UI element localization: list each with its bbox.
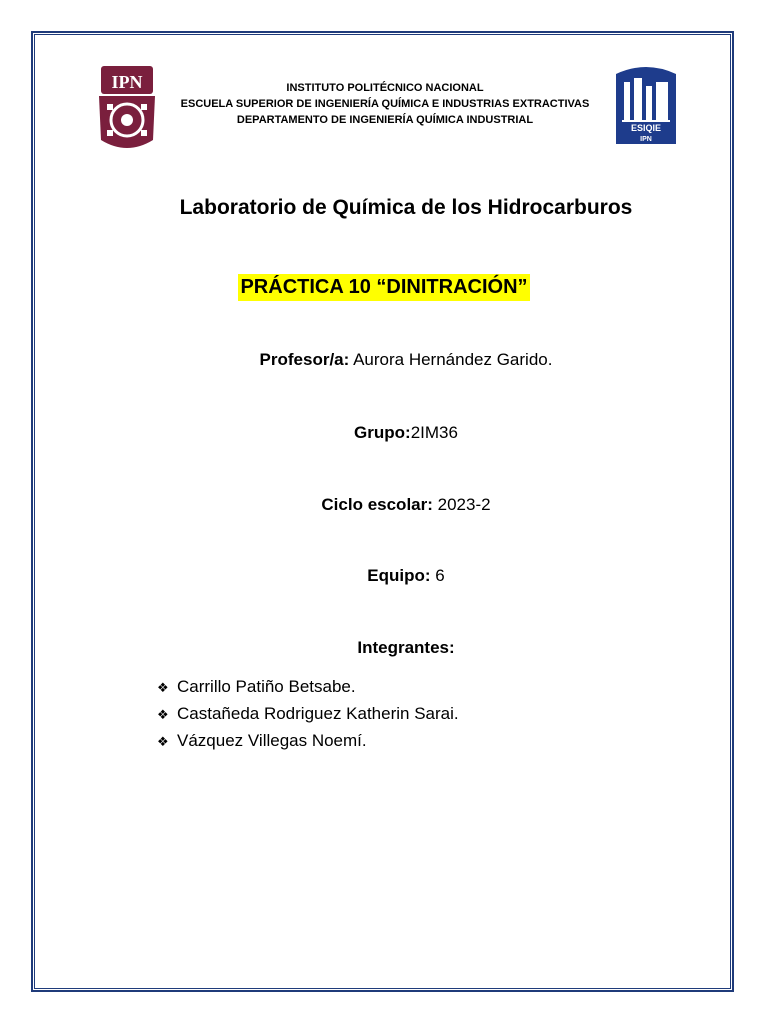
professor-label: Profesor/a: <box>259 350 350 369</box>
bullet-icon: ❖ <box>157 735 169 750</box>
lab-title: Laboratorio de Química de los Hidrocarburos <box>179 196 633 219</box>
practice-title: PRÁCTICA 10 “DINITRACIÓN” <box>238 274 529 301</box>
cycle-label: Ciclo escolar: <box>321 495 433 514</box>
member-name: Castañeda Rodriguez Katherin Sarai. <box>177 704 459 723</box>
ipn-logo <box>95 64 159 154</box>
school-name: ESCUELA SUPERIOR DE INGENIERÍA QUÍMICA E INDUSTRIAS EXTRACTIVAS <box>180 98 590 110</box>
list-item <box>157 728 459 755</box>
members-heading: Integrantes: <box>357 638 455 657</box>
member-name: Carrillo Patiño Betsabe. <box>177 677 356 696</box>
team-label: Equipo: <box>367 566 431 585</box>
institution-header <box>160 80 610 128</box>
cycle-line <box>0 495 768 515</box>
group-label: Grupo: <box>354 423 411 442</box>
group-line <box>0 423 768 443</box>
professor-value: Aurora Hernández Garido. <box>349 350 553 369</box>
ipn-logo-text: IPN <box>111 72 143 92</box>
department-name: DEPARTAMENTO DE INGENIERÍA QUÍMICA INDUSTRIAL <box>236 114 534 126</box>
team-line <box>0 566 768 586</box>
professor-line <box>0 350 768 370</box>
list-item <box>157 674 459 701</box>
group-value: 2IM36 <box>410 423 458 442</box>
member-name: Vázquez Villegas Noemí. <box>177 731 367 750</box>
list-item <box>157 701 459 728</box>
practice-title-wrap <box>0 274 768 301</box>
members-heading-line <box>0 638 768 658</box>
esiqie-logo <box>612 64 680 146</box>
bullet-icon: ❖ <box>157 681 169 696</box>
members-list <box>157 674 459 755</box>
team-value: 6 <box>430 566 445 585</box>
bullet-icon: ❖ <box>157 708 169 723</box>
cycle-value: 2023-2 <box>432 495 491 514</box>
esiqie-logo-text: ESIQIE <box>630 123 662 133</box>
institution-name: INSTITUTO POLITÉCNICO NACIONAL <box>286 82 484 94</box>
esiqie-logo-subtext: IPN <box>640 136 652 143</box>
